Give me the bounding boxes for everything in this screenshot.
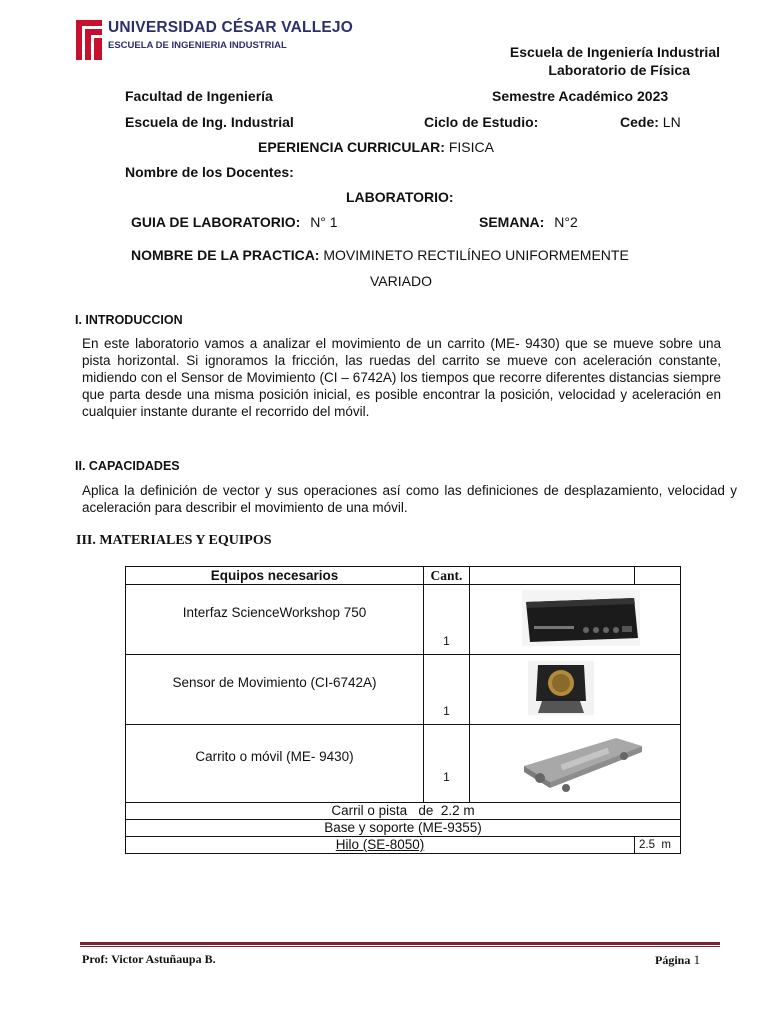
week-field xyxy=(479,214,578,230)
guide-field xyxy=(131,214,338,230)
intro-title: I. INTRODUCCION xyxy=(75,313,183,327)
thread-cell xyxy=(126,837,635,854)
capacities-text: Aplica la definición de vector y sus operaciones así como las definiciones de desplazamiento, velocidad y aceleración para describir el movimiento de una móvil. xyxy=(82,483,737,515)
track-item: Carril o pista de 2.2 m xyxy=(126,803,681,820)
track-row xyxy=(126,803,681,820)
footer-divider-thin xyxy=(80,946,720,947)
footer-divider xyxy=(80,942,720,945)
thread-item: Hilo (SE-8050) xyxy=(335,837,425,852)
base-row xyxy=(126,820,681,837)
lab-label: LABORATORIO: xyxy=(346,189,454,205)
experience-field xyxy=(258,139,494,155)
cart-image xyxy=(520,732,646,792)
footer-professor: Prof: Victor Astuñaupa B. xyxy=(82,952,216,966)
header-school: Escuela de Ingeniería Industrial xyxy=(509,44,720,60)
school-name-logo: ESCUELA DE INGENIERIA INDUSTRIAL xyxy=(108,40,287,51)
base-item: Base y soporte (ME-9355) xyxy=(126,820,681,837)
campus-value: LN xyxy=(662,114,681,130)
intro-text: En este laboratorio vamos a analizar el movimiento de un carrito (ME- 9430) que se mueve sobre una pista horizontal. Si ignoramos la fricción, las ruedas del carrito se mueve con aceleración constante, midiendo con el Sensor de Movimiento (CI – 6742A) los tiempos que recorre diferentes distancias siempre que parta desde una misma posición inicial, es posible encontrar la posición, velocidad y aceleración en cualquier instante durante el recorrido del móvil. xyxy=(82,336,721,419)
practice-label: NOMBRE DE LA PRACTICA: xyxy=(131,247,320,263)
campus-label: Cede: xyxy=(620,114,659,130)
school-label: Escuela de Ing. Industrial xyxy=(125,114,294,130)
table-row xyxy=(126,655,681,725)
interface-device-image xyxy=(522,590,640,646)
faculty-label: Facultad de Ingeniería xyxy=(125,88,273,104)
experience-label: EPERIENCIA CURRICULAR: xyxy=(258,139,445,155)
thread-length: 2.5 m xyxy=(635,837,681,854)
header-empty xyxy=(470,567,635,585)
table-row xyxy=(126,585,681,655)
item-qty: 1 xyxy=(424,585,470,655)
item-name: Sensor de Movimiento (CI-6742A) xyxy=(126,655,424,725)
guide-value: N° 1 xyxy=(310,214,338,230)
header-lab: Laboratorio de Física xyxy=(548,62,690,78)
campus-field xyxy=(620,114,681,130)
motion-sensor-image xyxy=(528,661,594,715)
item-image-cell xyxy=(470,655,681,725)
item-qty: 1 xyxy=(424,655,470,725)
practice-field xyxy=(131,247,629,263)
semester-label: Semestre Académico 2023 xyxy=(492,88,669,104)
practice-value-line1: MOVIMINETO RECTILÍNEO UNIFORMEMENTE xyxy=(323,247,629,263)
header-equipment: Equipos necesarios xyxy=(126,567,424,585)
week-value: N°2 xyxy=(554,214,578,230)
week-label: SEMANA: xyxy=(479,214,545,230)
table-header-row xyxy=(126,567,681,585)
experience-value: FISICA xyxy=(448,139,494,155)
thread-row xyxy=(126,837,681,854)
item-name: Carrito o móvil (ME- 9430) xyxy=(126,725,424,803)
item-image-cell xyxy=(470,585,681,655)
header-empty-2 xyxy=(635,567,681,585)
teachers-label: Nombre de los Docentes: xyxy=(125,164,294,180)
header-qty: Cant. xyxy=(424,567,470,585)
page-number: 1 xyxy=(693,952,701,967)
equipment-table xyxy=(125,566,681,854)
capacities-title: II. CAPACIDADES xyxy=(75,459,180,473)
page-label: Página xyxy=(655,953,691,967)
university-logo-icon xyxy=(76,20,102,60)
item-image-cell xyxy=(470,725,681,803)
university-name: UNIVERSIDAD CÉSAR VALLEJO xyxy=(108,19,353,36)
item-qty: 1 xyxy=(424,725,470,803)
item-name: Interfaz ScienceWorkshop 750 xyxy=(126,585,424,655)
guide-label: GUIA DE LABORATORIO: xyxy=(131,214,301,230)
footer-page xyxy=(655,952,700,968)
cycle-label: Ciclo de Estudio: xyxy=(424,114,539,130)
table-row xyxy=(126,725,681,803)
materials-title: III. MATERIALES Y EQUIPOS xyxy=(76,533,272,548)
practice-value-line2: VARIADO xyxy=(370,273,432,289)
